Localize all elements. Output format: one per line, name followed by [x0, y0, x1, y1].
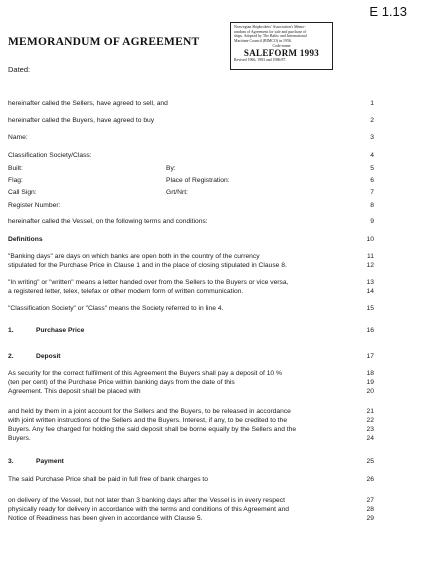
line-text: with joint written instructions of the Sellers and the Buyers. Interest, if any, to be credited to the — [8, 417, 288, 424]
line-text: hereinafter called the Vessel, on the following terms and conditions: — [8, 218, 208, 225]
clause-title: Deposit — [36, 353, 61, 360]
line-number: 24 — [366, 435, 374, 442]
line-text: stipulated for the Purchase Price in Clause 1 and in the place of closing stipulated in Clause 8. — [8, 262, 287, 269]
line-number: 1 — [370, 100, 374, 107]
line-text: (ten per cent) of the Purchase Price within banking days from the date of this — [8, 379, 235, 386]
line-number: 25 — [366, 458, 374, 465]
line-text: Classification Society/Class: — [8, 152, 92, 159]
line-text: physically ready for delivery in accordance with the terms and conditions of this Agreement and — [8, 506, 290, 513]
definitions-heading: Definitions — [8, 236, 43, 243]
line-number: 12 — [366, 262, 374, 269]
line-number: 6 — [370, 177, 374, 184]
stamp-line: Maritime Council (BIMCO) in 1956. — [234, 38, 292, 43]
line-text: a registered letter, telex, telefax or other modern form of written communication. — [8, 288, 244, 295]
line-number: 27 — [366, 497, 374, 504]
line-text: The said Purchase Price shall be paid in full free of bank charges to — [8, 476, 208, 483]
line-field: Place of Registration: — [166, 177, 230, 184]
line-number: 21 — [366, 408, 374, 415]
line-text: Name: — [8, 134, 28, 141]
line-text: on delivery of the Vessel, but not later than 3 banking days after the Vessel is in every respect — [8, 497, 285, 504]
line-number: 23 — [366, 426, 374, 433]
line-field: By: — [166, 165, 176, 172]
line-text: hereinafter called the Buyers, have agreed to buy — [8, 117, 155, 124]
line-number: 26 — [366, 476, 374, 483]
line-text: and held by them in a joint account for the Sellers and the Buyers, to be released in accordance — [8, 408, 291, 415]
stamp-line: ships. Adopted by The Baltic and International — [234, 34, 307, 39]
line-number: 8 — [370, 202, 374, 209]
dated-label: Dated: — [8, 65, 31, 74]
line-number: 29 — [366, 515, 374, 522]
line-number: 15 — [366, 305, 374, 312]
line-text: As security for the correct fulfilment of this Agreement the Buyers shall pay a deposit of 10 % — [8, 370, 282, 377]
line-number: 7 — [370, 189, 374, 196]
line-number: 17 — [366, 353, 374, 360]
clause-number: 2. — [8, 353, 14, 360]
line-number: 16 — [366, 327, 374, 334]
line-number: 10 — [366, 236, 374, 243]
stamp-line: Norwegian Shipbrokers' Association's Memo- — [234, 25, 306, 29]
line-text: Flag: — [8, 177, 23, 184]
line-number: 18 — [366, 370, 374, 377]
line-text: hereinafter called the Sellers, have agreed to sell, and — [8, 100, 168, 107]
line-text: Register Number: — [8, 202, 61, 209]
line-field: Grt/Nrt: — [166, 189, 188, 196]
line-number: 13 — [366, 279, 374, 286]
stamp-saleform: SALEFORM 1993 — [243, 48, 320, 59]
line-number: 22 — [366, 417, 374, 424]
line-number: 5 — [370, 165, 374, 172]
line-number: 9 — [370, 218, 374, 225]
line-text: "In writing" or "written" means a letter handed over from the Sellers to the Buyers or vice versa, — [8, 279, 289, 286]
clause-title: Payment — [36, 458, 64, 465]
line-text: Built: — [8, 165, 23, 172]
line-number: 14 — [366, 288, 374, 295]
page-code: E 1.13 — [369, 4, 407, 19]
line-text: "Banking days" are days on which banks are open both in the country of the currency — [8, 253, 260, 260]
clause-number: 3. — [8, 458, 14, 465]
stamp-code-name: Code-name — [272, 43, 291, 48]
clause-number: 1. — [8, 327, 14, 334]
saleform-stamp-box — [230, 22, 333, 70]
clause-title: Purchase Price — [36, 327, 85, 334]
line-number: 11 — [367, 253, 374, 260]
document-title: MEMORANDUM OF AGREEMENT — [8, 36, 200, 48]
stamp-revised: Revised 1966, 1983 and 1986/87. — [234, 58, 287, 63]
line-number: 4 — [370, 152, 374, 159]
line-number: 20 — [366, 388, 374, 395]
line-number: 19 — [366, 379, 374, 386]
line-text: Notice of Readiness has been given in accordance with Clause 5. — [8, 515, 203, 522]
line-text: Call Sign: — [8, 189, 37, 196]
line-text: Agreement. This deposit shall be placed with — [8, 388, 141, 395]
line-text: "Classification Society" or "Class" means the Society referred to in line 4. — [8, 305, 224, 312]
line-text: Buyers. — [8, 435, 31, 442]
line-text: Buyers. Any fee charged for holding the said deposit shall be borne equally by the Sellers and the — [8, 426, 297, 433]
line-number: 2 — [370, 117, 374, 124]
stamp-line: randum of Agreement for sale and purchase of — [234, 29, 307, 34]
line-number: 3 — [370, 134, 374, 141]
line-number: 28 — [366, 506, 374, 513]
